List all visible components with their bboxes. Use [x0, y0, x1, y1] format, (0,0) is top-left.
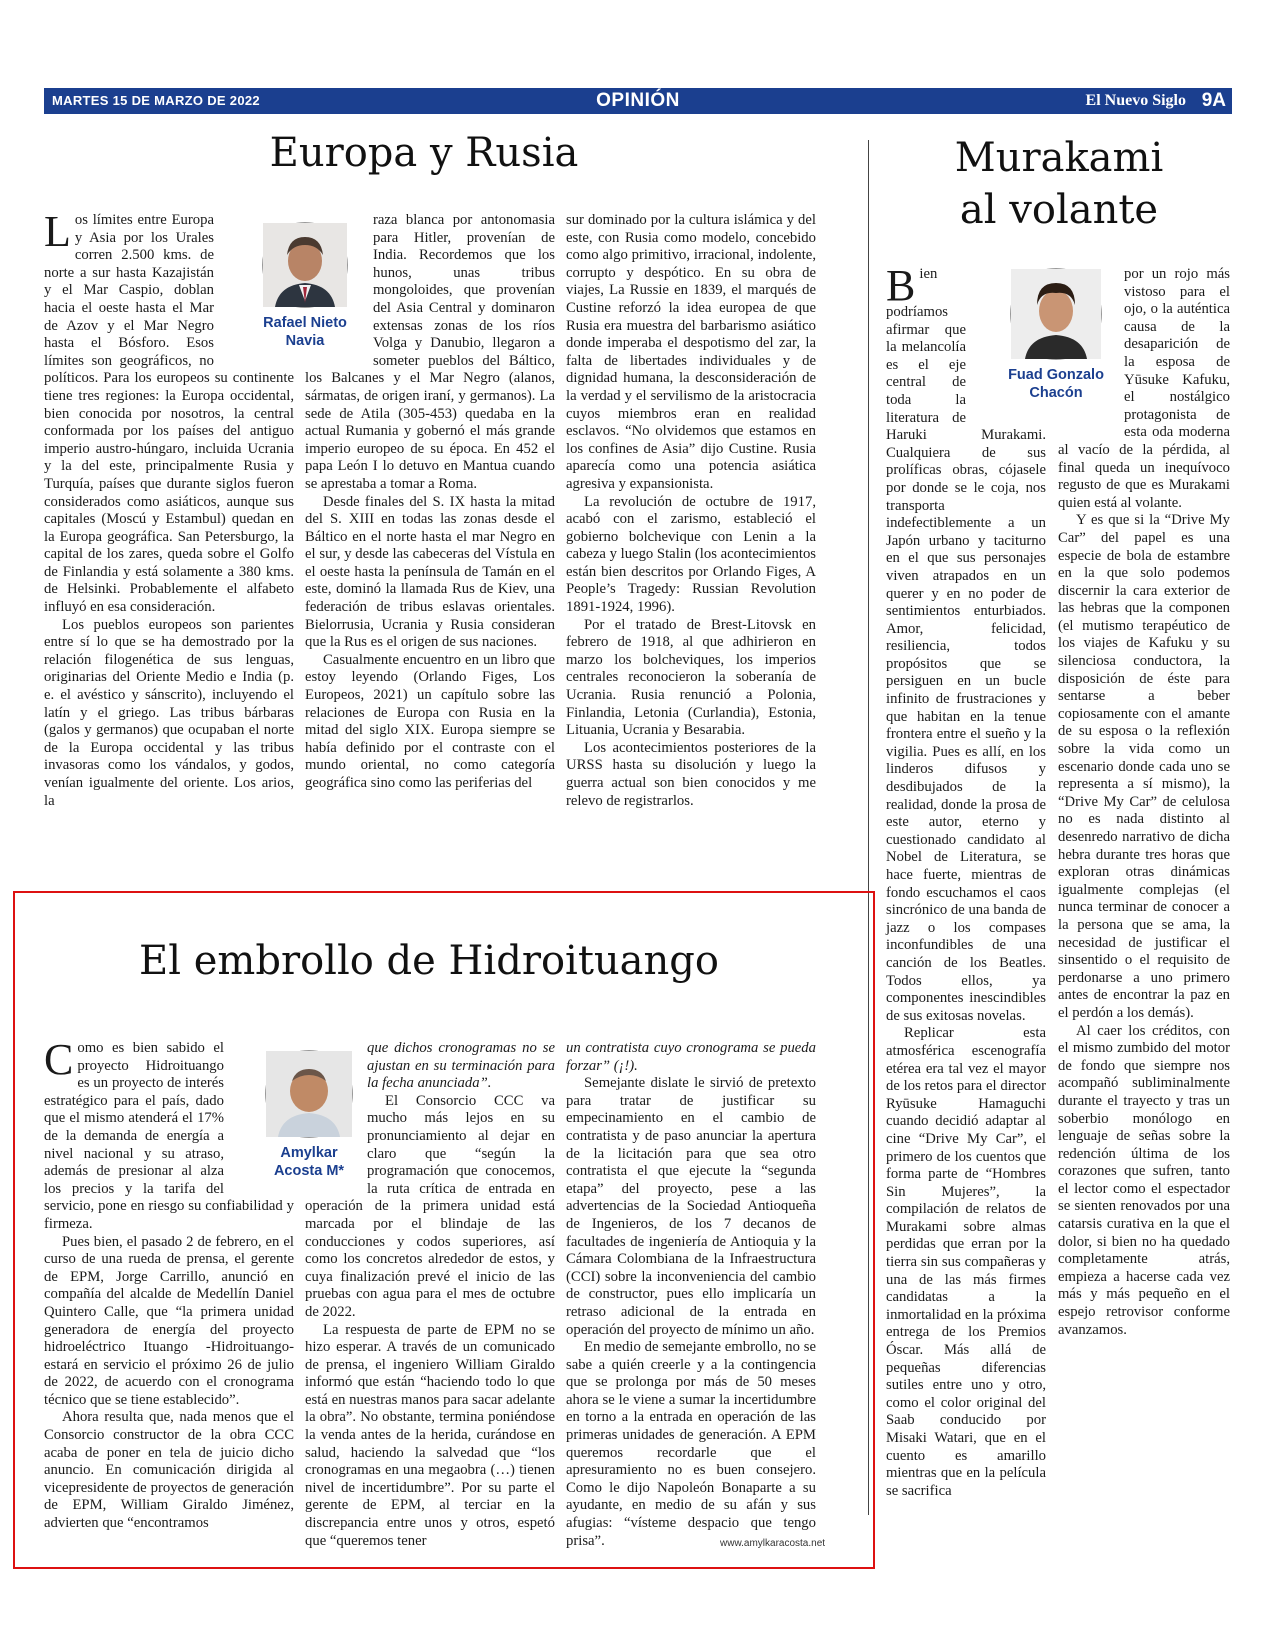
paragraph: Ahora resulta que, nada menos que el Consorcio constructor de la obra CCC acaba de poner en tela de juicio dicho anuncio. En comunicación dirigida al vicepresidente de proyectos de generación de EPM, William Giraldo Jiménez, advierten que “encontramos [44, 1409, 294, 1532]
paragraph: Casualmente encuentro en un libro que estoy leyendo (Orlando Figes, Los Europeos, 2021) un capítulo sobre las relaciones de Europa con Rusia en la mitad del siglo XIX. Europa siempre se había definido por el contraste con el mundo oriental, no como categoría geográfica sino como las periferias del [305, 651, 555, 791]
article-column [305, 1040, 555, 1550]
drop-cap: B [886, 261, 916, 310]
paragraph: La respuesta de parte de EPM no se hizo esperar. A través de un comunicado de prensa, el ingeniero William Giraldo informó que están “haciendo todo lo que está en nuestras manos para sacar adelante la obra”. No obstante, termina poniéndose la venda antes de la herida, curándose en salud, haciendo la salvedad que “los cronogramas en una megaobra (…) tienen nivel de incertidumbre”. Por su parte el gerente de EPM, al terciar en la discrepancia entre unos y otros, espetó que “queremos tener [305, 1321, 555, 1549]
paragraph: Replicar esta atmosférica escenografía etérea era tal vez el mayor de los retos para el director Ryūsuke Hamaguchi cuando decidió adaptar al cine “Drive My Car”, el primero de los cuentos que forma parte de “Hombres Sin Mujeres”, la compilación de relatos de Murakami sobre almas perdidas que erran por la tierra sin sus compañeras y una de las más firmes candidatas a la inmortalidad en la próxima entrega de los Premios Óscar. Más allá de pequeñas diferencias sutiles entre uno y otro, como el color original del Saab conducido por Misaki Watari, que en el cuento es amarillo mientras que en la película se sacrifica [886, 1025, 1046, 1499]
paragraph: Los límites entre Europa y Asia por los Urales corren 2.500 kms. de norte a sur hasta Kazajistán y el Mar Caspio, doblan hacia el oeste hasta el Mar de Azov y el Mar Negro hasta el Bósforo. Esos límites son geográficos, no políticos. Para los europeos su continente tiene tres regiones: la Europa occidental, bien conocida por nosotros, la central conformada por los países del antiguo imperio austro-húngaro, incluida Ucrania y la del este, principalmente Rusia y Turquía, países que durante siglos fueron considerados como asiáticos, aunque sus capitales (Moscú y Estambul) quedan en la Europa geográfica. San Petersburgo, la capital de los zares, queda sobre el Golfo de Finlandia y está solamente a 380 kms. de Helsinki. Probablemente el alfabeto influyó en esa consideración. [44, 207, 294, 616]
author-name: Amylkar Acosta M* [273, 1145, 345, 1179]
article-column [44, 1035, 294, 1550]
paragraph: que dichos cronogramas no se ajustan en su terminación para la fecha anunciada”. [367, 1040, 555, 1092]
article-column [566, 212, 816, 824]
paragraph: Como es bien sabido el proyecto Hidroituango es un proyecto de interés estratégico para el país, dado que el mismo atenderá el 17% de la demanda de energía a nivel nacional y su atraso, además de presionar al alza los precios y la tarifa del servicio, pone en riesgo su confiabilidad y firmeza. [44, 1035, 294, 1232]
paragraph: raza blanca por antonomasia para Hitler, provenían de India. Recordemos que los hunos, unas tribus mongoloides, que provenían del Asia Central y dominaron extensas zonas de los ríos Volga y Danubio, llegaron a someter pueblos del Báltico, los Balcanes y el Mar Negro (alanos, sármatas, de origen iraní, y germanos). La sede de Atila (305-453) quedaba en la actual Rumania y gobernó el más grande imperio europeo de su época. En 452 el papa León I lo detuvo en Mantua cuando se aprestaba a tomar a Roma. [305, 212, 555, 492]
article-title: El embrollo de Hidroituango [139, 938, 719, 984]
paragraph: Los pueblos europeos son parientes entre sí lo que se ha demostrado por la relación filogenética de sus lenguas, originarias del Oriente Medio e India (p. e. el avéstico y sánscrito), incluyendo el latín y el griego. Las tribus bárbaras (galos y germanos) que ocupaban el norte de la Europa occidental y las tribus invasoras como los vándalos, y godos, venían igualmente del oriente. Los arios, la [44, 616, 294, 809]
newspaper-name: El Nuevo Siglo [1085, 92, 1186, 109]
article-column [305, 212, 555, 824]
paragraph: sur dominado por la cultura islámica y del este, con Rusia como modelo, concebido como algo primitivo, irracional, indolente, corrupto y despótico. En su obra de viajes, La Russie en 1839, el marqués de Custine reforzó la idea europea de que Rusia era muestra del barbarismo asiático donde imperaba el despotismo del zar, la falta de libertades individuales y de dignidad humana, la desconsideración de la verdad y el servilismo de la aristocracia cuyos miembros eran en realidad esclavos. “No olvidemos que estamos en los confines de Asia” dijo Custine. Rusia aparecía como una potencia asiática agresiva y expansionista. [566, 212, 816, 492]
author-website: www.amylkaracosta.net [720, 1538, 826, 1549]
paragraph: Al caer los créditos, con el mismo zumbido del motor de fondo que siempre nos acompañó subliminalmente durante el trayecto y tras un soberbio monólogo en lenguaje de señas sobre la redención última de los corazones que sufren, tanto el lector como el espectador se sienten renovados por una catarsis curativa en la que el dolor, si bien no ha quedado completamente atrás, empieza a hacerse cada vez más y más pequeño en el espejo retrovisor conforme avanzamos. [1058, 1022, 1230, 1338]
paragraph: Semejante dislate le sirvió de pretexto para tratar de justificar su empecinamiento en el cambio de contratista y de paso anunciar la apertura de la licitación para que sea otro contratista el que ejecute la “segunda etapa” del proyecto, pese a las advertencias de la Sociedad Antioqueña de Ingenieros, de los 7 decanos de facultades de ingeniería de Antioquia y la Cámara Colombiana de la Infraestructura (CCI) sobre la inconveniencia del cambio de constructor, pues ello implicaría un retraso adicional de la entrada en operación del proyecto de mínimo un año. [566, 1075, 816, 1338]
author-name: Rafael Nieto Navia [263, 315, 347, 349]
paragraph: por un rojo más vistoso para el ojo, o la auténtica causa de la desaparición de la esposa de Yūsuke Kafuku, el nostálgico protagonista de esta oda moderna al vacío de la pérdida, al final queda un inequívoco regusto de que es Murakami quien está al volante. [1058, 266, 1230, 511]
section-name: OPINIÓN [596, 90, 680, 111]
paragraph: un contratista cuyo cronograma se pueda forzar” (¡!). [566, 1040, 816, 1074]
article-column [44, 207, 294, 824]
paragraph: Los acontecimientos posteriores de la URSS hasta su disolución y luego la guerra actual son bien conocidos y me relevo de registrarlos. [566, 739, 816, 809]
drop-cap: C [44, 1035, 74, 1084]
paragraph: Por el tratado de Brest-Litovsk en febrero de 1918, al que adhirieron en marzo los bolcheviques, los imperios centrales reconocieron la soberanía de Ucrania. Rusia renunció a Polonia, Finlandia, Letonia (Curlandia), Estonia, Lituania, Ucrania y Besarabia. [566, 616, 816, 739]
page-number: 9A [1201, 90, 1226, 111]
paragraph: La revolución de octubre de 1917, acabó con el zarismo, estableció el gobierno bolchevique con Lenin a la cabeza y luego Stalin (los acontecimientos están bien descritos por Orlando Figes, A People’s Tragedy: Russian Revolution 1891-1924, 1996). [566, 493, 817, 616]
article-column [1058, 266, 1230, 1510]
paragraph: En medio de semejante embrollo, no se sabe a quién creerle y a la contingencia que se prolonga por más de 50 meses ahora se le viene a sumar la incertidumbre en torno a la entrada en operación de las primeras unidades de generación. A EPM queremos recordarle que el apresuramiento no es buen consejero. Como le dijo Napoleón Bonaparte a su ayudante, en medio de su afán y sus afugias: “vísteme despacio que tengo prisa”. [566, 1339, 816, 1549]
paragraph: Desde finales del S. IX hasta la mitad del S. XIII en todas las zonas desde el Báltico en el norte hasta el mar Negro en el sur, y desde las cabeceras del Vístula en el oeste hasta la península de Tamán en el este, dominó la llamada Rus de Kiev, una federación de tribus eslavas orientales. Bielorrusia, Ucrania y Rusia consideran que la Rus es el origen de sus naciones. [305, 493, 555, 651]
drop-cap: L [44, 207, 71, 256]
author-name: Fuad Gonzalo Chacón [1008, 367, 1104, 401]
paragraph: Bien podríamos afirmar que la melancolía es el eje central de toda la literatura de Haruki Murakami. Cualquiera de sus prolíficas obras, cójasele por donde se le coja, nos transporta indefectiblemente a un Japón urbano y taciturno en el que sus personajes viven atrapados en un querer y en no poder de sentimientos enturbiados. Amor, felicidad, resiliencia, todos propósitos que se persiguen en un bucle infinito de frustraciones y que habitan en la tenue frontera entre el sueño y la vigilia. Pues es allí, en los linderos difusos y desdibujados de la realidad, donde la prosa de este autor, eterno y cuestionado candidato al Nobel de Literatura, se hace fuerte, mientras de fondo escuchamos el caos sincrónico de una banda de jazz o los compases inconfundibles de una canción de los Beatles. Todos ellos, ya componentes inescindibles de sus exitosas novelas. [886, 261, 1046, 1024]
paragraph: Pues bien, el pasado 2 de febrero, en el curso de una rueda de prensa, el gerente de EPM, Jorge Carrillo, anunció en compañía del alcalde de Medellín Daniel Quintero Calle, que “la primera unidad generadora de energía del proyecto hidroeléctrico Ituango -Hidroituango- estará en servicio el próximo 26 de julio de 2022, de acuerdo con el cronograma técnico que se tiene establecido”. [44, 1233, 294, 1408]
page-header-bar [44, 88, 1232, 114]
article-title: Murakami al volante [954, 135, 1164, 233]
paragraph: El Consorcio CCC va mucho más lejos en su pronunciamiento al dejar en claro que “según la programación que conocemos, la ruta crítica de entrada en operación de la primera unidad está marcada por el blindaje de las conducciones y codos superiores, así como los concretos alrededor de estos, y cuya finalización prevé el inicio de las pruebas con agua para el mes de octubre de 2022. [305, 1092, 555, 1320]
article-title: Europa y Rusia [269, 130, 579, 176]
paragraph: Y es que si la “Drive My Car” del papel es una especie de bola de estambre en la que solo podemos discernir la cara exterior de las hebras que la componen (el mutismo terapéutico de los viajes de Kafuku y su silenciosa conductora, la disposición de éste para sentarse a beber copiosamente con el amante de su esposa o la reflexión sobre la vida como un escenario donde cada uno se representa a sí mismo), la “Drive My Car” de celulosa no es nada distinto al desenredo narrativo de dicha hebra durante tres horas que exploran otras dinámicas igualmente complejas (el nunca terminar de conocer a la persona que se ama, la necesidad de justificar el sinsentido o el requisito de perdonarse a uno primero antes de encontrar la paz en el perdón a los demás). [1058, 512, 1230, 1021]
issue-date: MARTES 15 DE MARZO DE 2022 [52, 93, 260, 108]
article-column [886, 261, 1046, 1510]
